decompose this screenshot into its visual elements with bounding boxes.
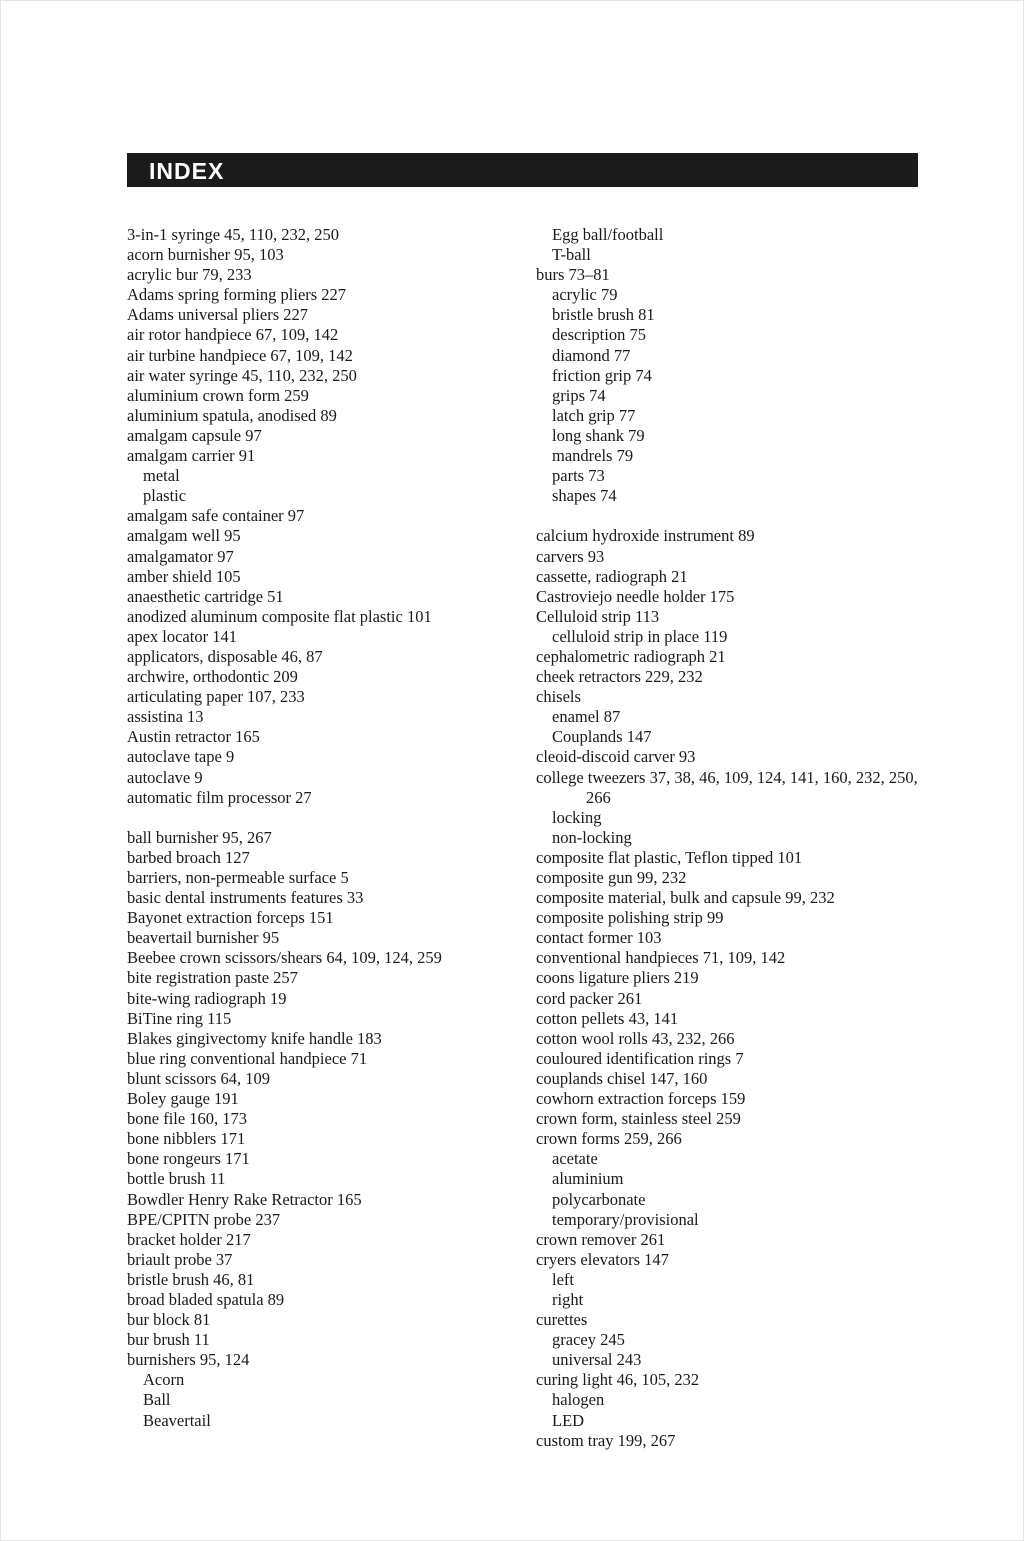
index-entry: Blakes gingivectomy knife handle 183 — [127, 1028, 382, 1048]
index-entry: composite material, bulk and capsule 99, 232 — [536, 888, 835, 908]
index-entry: aluminium spatula, anodised 89 — [127, 405, 337, 425]
index-entry: burnishers 95, 124 — [127, 1350, 250, 1370]
index-subentry: bristle brush 81 — [552, 305, 655, 325]
index-subentry: diamond 77 — [552, 345, 631, 365]
index-entry: bur brush 11 — [127, 1330, 210, 1350]
index-entry: briault probe 37 — [127, 1249, 233, 1269]
index-entry: acrylic bur 79, 233 — [127, 265, 252, 285]
index-subentry: aluminium — [552, 1169, 624, 1189]
index-entry: couloured identification rings 7 — [536, 1048, 744, 1068]
index-entry: cryers elevators 147 — [536, 1249, 669, 1269]
index-entry: conventional handpieces 71, 109, 142 — [536, 948, 786, 968]
index-entry: air turbine handpiece 67, 109, 142 — [127, 345, 353, 365]
index-subentry: enamel 87 — [552, 707, 621, 727]
index-entry: composite polishing strip 99 — [536, 908, 724, 928]
index-entry: Boley gauge 191 — [127, 1089, 239, 1109]
index-entry: Bayonet extraction forceps 151 — [127, 908, 334, 928]
index-entry: Austin retractor 165 — [127, 727, 260, 747]
index-subentry: acrylic 79 — [552, 285, 618, 305]
index-entry: crown form, stainless steel 259 — [536, 1109, 741, 1129]
index-entry: amalgam safe container 97 — [127, 506, 305, 526]
index-entry: composite flat plastic, Teflon tipped 101 — [536, 847, 803, 867]
index-entry: Beebee crown scissors/shears 64, 109, 124, 259 — [127, 948, 442, 968]
index-entry: cotton pellets 43, 141 — [536, 1008, 679, 1028]
index-entry: air water syringe 45, 110, 232, 250 — [127, 365, 357, 385]
index-entry: bristle brush 46, 81 — [127, 1269, 255, 1289]
index-entry: Adams universal pliers 227 — [127, 305, 309, 325]
index-entry: anodized aluminum composite flat plastic 101 — [127, 606, 432, 626]
index-entry: assistina 13 — [127, 707, 204, 727]
index-entry: cord packer 261 — [536, 988, 643, 1008]
index-entry: couplands chisel 147, 160 — [536, 1068, 708, 1088]
index-subentry: latch grip 77 — [552, 405, 636, 425]
index-entry: college tweezers 37, 38, 46, 109, 124, 141, 160, 232, 250, 266 — [536, 767, 918, 807]
index-entry: 3-in-1 syringe 45, 110, 232, 250 — [127, 225, 340, 244]
index-subentry: long shank 79 — [552, 425, 645, 445]
index-entry: Castroviejo needle holder 175 — [536, 586, 735, 606]
index-entry: air rotor handpiece 67, 109, 142 — [127, 325, 339, 345]
index-subentry: grips 74 — [552, 385, 606, 405]
index-entry: calcium hydroxide instrument 89 — [536, 526, 755, 546]
index-entry: ball burnisher 95, 267 — [127, 827, 272, 847]
index-column-right — [536, 225, 918, 1451]
index-subentry: mandrels 79 — [552, 446, 634, 466]
index-entry: cotton wool rolls 43, 232, 266 — [536, 1028, 735, 1048]
index-entry: curettes — [536, 1310, 588, 1330]
index-entry: acorn burnisher 95, 103 — [127, 245, 284, 265]
index-subentry: plastic — [143, 486, 187, 506]
index-entry: cowhorn extraction forceps 159 — [536, 1089, 746, 1109]
index-entry: blunt scissors 64, 109 — [127, 1068, 271, 1088]
index-entry: cassette, radiograph 21 — [536, 566, 688, 586]
index-entry: bite registration paste 257 — [127, 968, 298, 988]
index-subentry: Ball — [143, 1390, 171, 1410]
index-subentry: shapes 74 — [552, 486, 617, 506]
index-subentry: Couplands 147 — [552, 727, 652, 747]
index-entry: cephalometric radiograph 21 — [536, 646, 726, 666]
index-entry: curing light 46, 105, 232 — [536, 1370, 700, 1390]
index-subentry: LED — [552, 1410, 585, 1430]
index-entry: amalgam well 95 — [127, 526, 241, 546]
index-subentry: halogen — [552, 1390, 605, 1410]
index-entry: Celluloid strip 113 — [536, 606, 660, 626]
index-entry: crown remover 261 — [536, 1229, 666, 1249]
index-entry: aluminium crown form 259 — [127, 385, 309, 405]
index-entry: apex locator 141 — [127, 626, 237, 646]
index-subentry: locking — [552, 807, 602, 827]
index-entry: bone rongeurs 171 — [127, 1149, 250, 1169]
index-entry: barriers, non-permeable surface 5 — [127, 868, 349, 887]
index-entry: custom tray 199, 267 — [536, 1430, 676, 1450]
index-entry: bottle brush 11 — [127, 1169, 226, 1189]
index-subentry: celluloid strip in place 119 — [552, 626, 728, 646]
index-entry: amalgam carrier 91 — [127, 446, 256, 466]
index-entry: amalgamator 97 — [127, 546, 234, 566]
index-entry: BiTine ring 115 — [127, 1008, 232, 1028]
index-entry: barbed broach 127 — [127, 847, 250, 867]
index-entry: beavertail burnisher 95 — [127, 928, 280, 948]
index-subentry: right — [552, 1289, 584, 1309]
index-subentry: left — [552, 1269, 574, 1289]
index-entry: chisels — [536, 687, 581, 707]
index-entry: cleoid-discoid carver 93 — [536, 747, 696, 767]
index-entry: crown forms 259, 266 — [536, 1129, 682, 1149]
index-entry: autoclave 9 — [127, 767, 203, 787]
index-subentry: friction grip 74 — [552, 365, 652, 385]
index-entry: anaesthetic cartridge 51 — [127, 586, 284, 606]
index-subentry: parts 73 — [552, 466, 605, 486]
index-entry: bone file 160, 173 — [127, 1109, 248, 1129]
index-subentry: Egg ball/football — [552, 225, 664, 244]
index-entry: BPE/CPITN probe 237 — [127, 1209, 281, 1229]
index-subentry: universal 243 — [552, 1350, 642, 1370]
index-entry: bone nibblers 171 — [127, 1129, 246, 1149]
index-entry: Bowdler Henry Rake Retractor 165 — [127, 1189, 362, 1209]
index-entry: coons ligature pliers 219 — [536, 968, 699, 988]
index-entry: basic dental instruments features 33 — [127, 888, 364, 908]
index-entry: amalgam capsule 97 — [127, 425, 262, 445]
index-entry: broad bladed spatula 89 — [127, 1289, 285, 1309]
index-entry: blue ring conventional handpiece 71 — [127, 1048, 368, 1068]
index-entry: bur block 81 — [127, 1310, 211, 1330]
index-title-banner — [127, 153, 918, 187]
index-subentry: non-locking — [552, 827, 632, 847]
index-subentry: polycarbonate — [552, 1189, 646, 1209]
index-subentry: metal — [143, 466, 180, 486]
index-entry: automatic film processor 27 — [127, 787, 312, 807]
index-entry: contact former 103 — [536, 928, 662, 948]
index-subentry: Acorn — [143, 1370, 185, 1390]
index-entry: articulating paper 107, 233 — [127, 687, 305, 707]
index-column-left — [127, 225, 517, 1431]
index-entry: bracket holder 217 — [127, 1229, 251, 1249]
index-entry: applicators, disposable 46, 87 — [127, 646, 323, 666]
index-subentry: description 75 — [552, 325, 646, 345]
index-title: INDEX — [149, 158, 225, 184]
index-entry: bite-wing radiograph 19 — [127, 988, 287, 1008]
index-subentry: temporary/provisional — [552, 1209, 699, 1229]
index-subentry: gracey 245 — [552, 1330, 625, 1350]
index-subentry: T-ball — [552, 245, 591, 265]
index-entry: burs 73–81 — [536, 265, 610, 285]
index-subentry: Beavertail — [143, 1410, 211, 1430]
index-entry: autoclave tape 9 — [127, 747, 235, 767]
index-entry: amber shield 105 — [127, 566, 241, 586]
index-entry: composite gun 99, 232 — [536, 868, 687, 887]
index-entry: Adams spring forming pliers 227 — [127, 285, 347, 305]
index-entry: carvers 93 — [536, 546, 605, 566]
index-entry: archwire, orthodontic 209 — [127, 667, 298, 687]
index-entry: cheek retractors 229, 232 — [536, 667, 703, 687]
index-subentry: acetate — [552, 1149, 598, 1169]
